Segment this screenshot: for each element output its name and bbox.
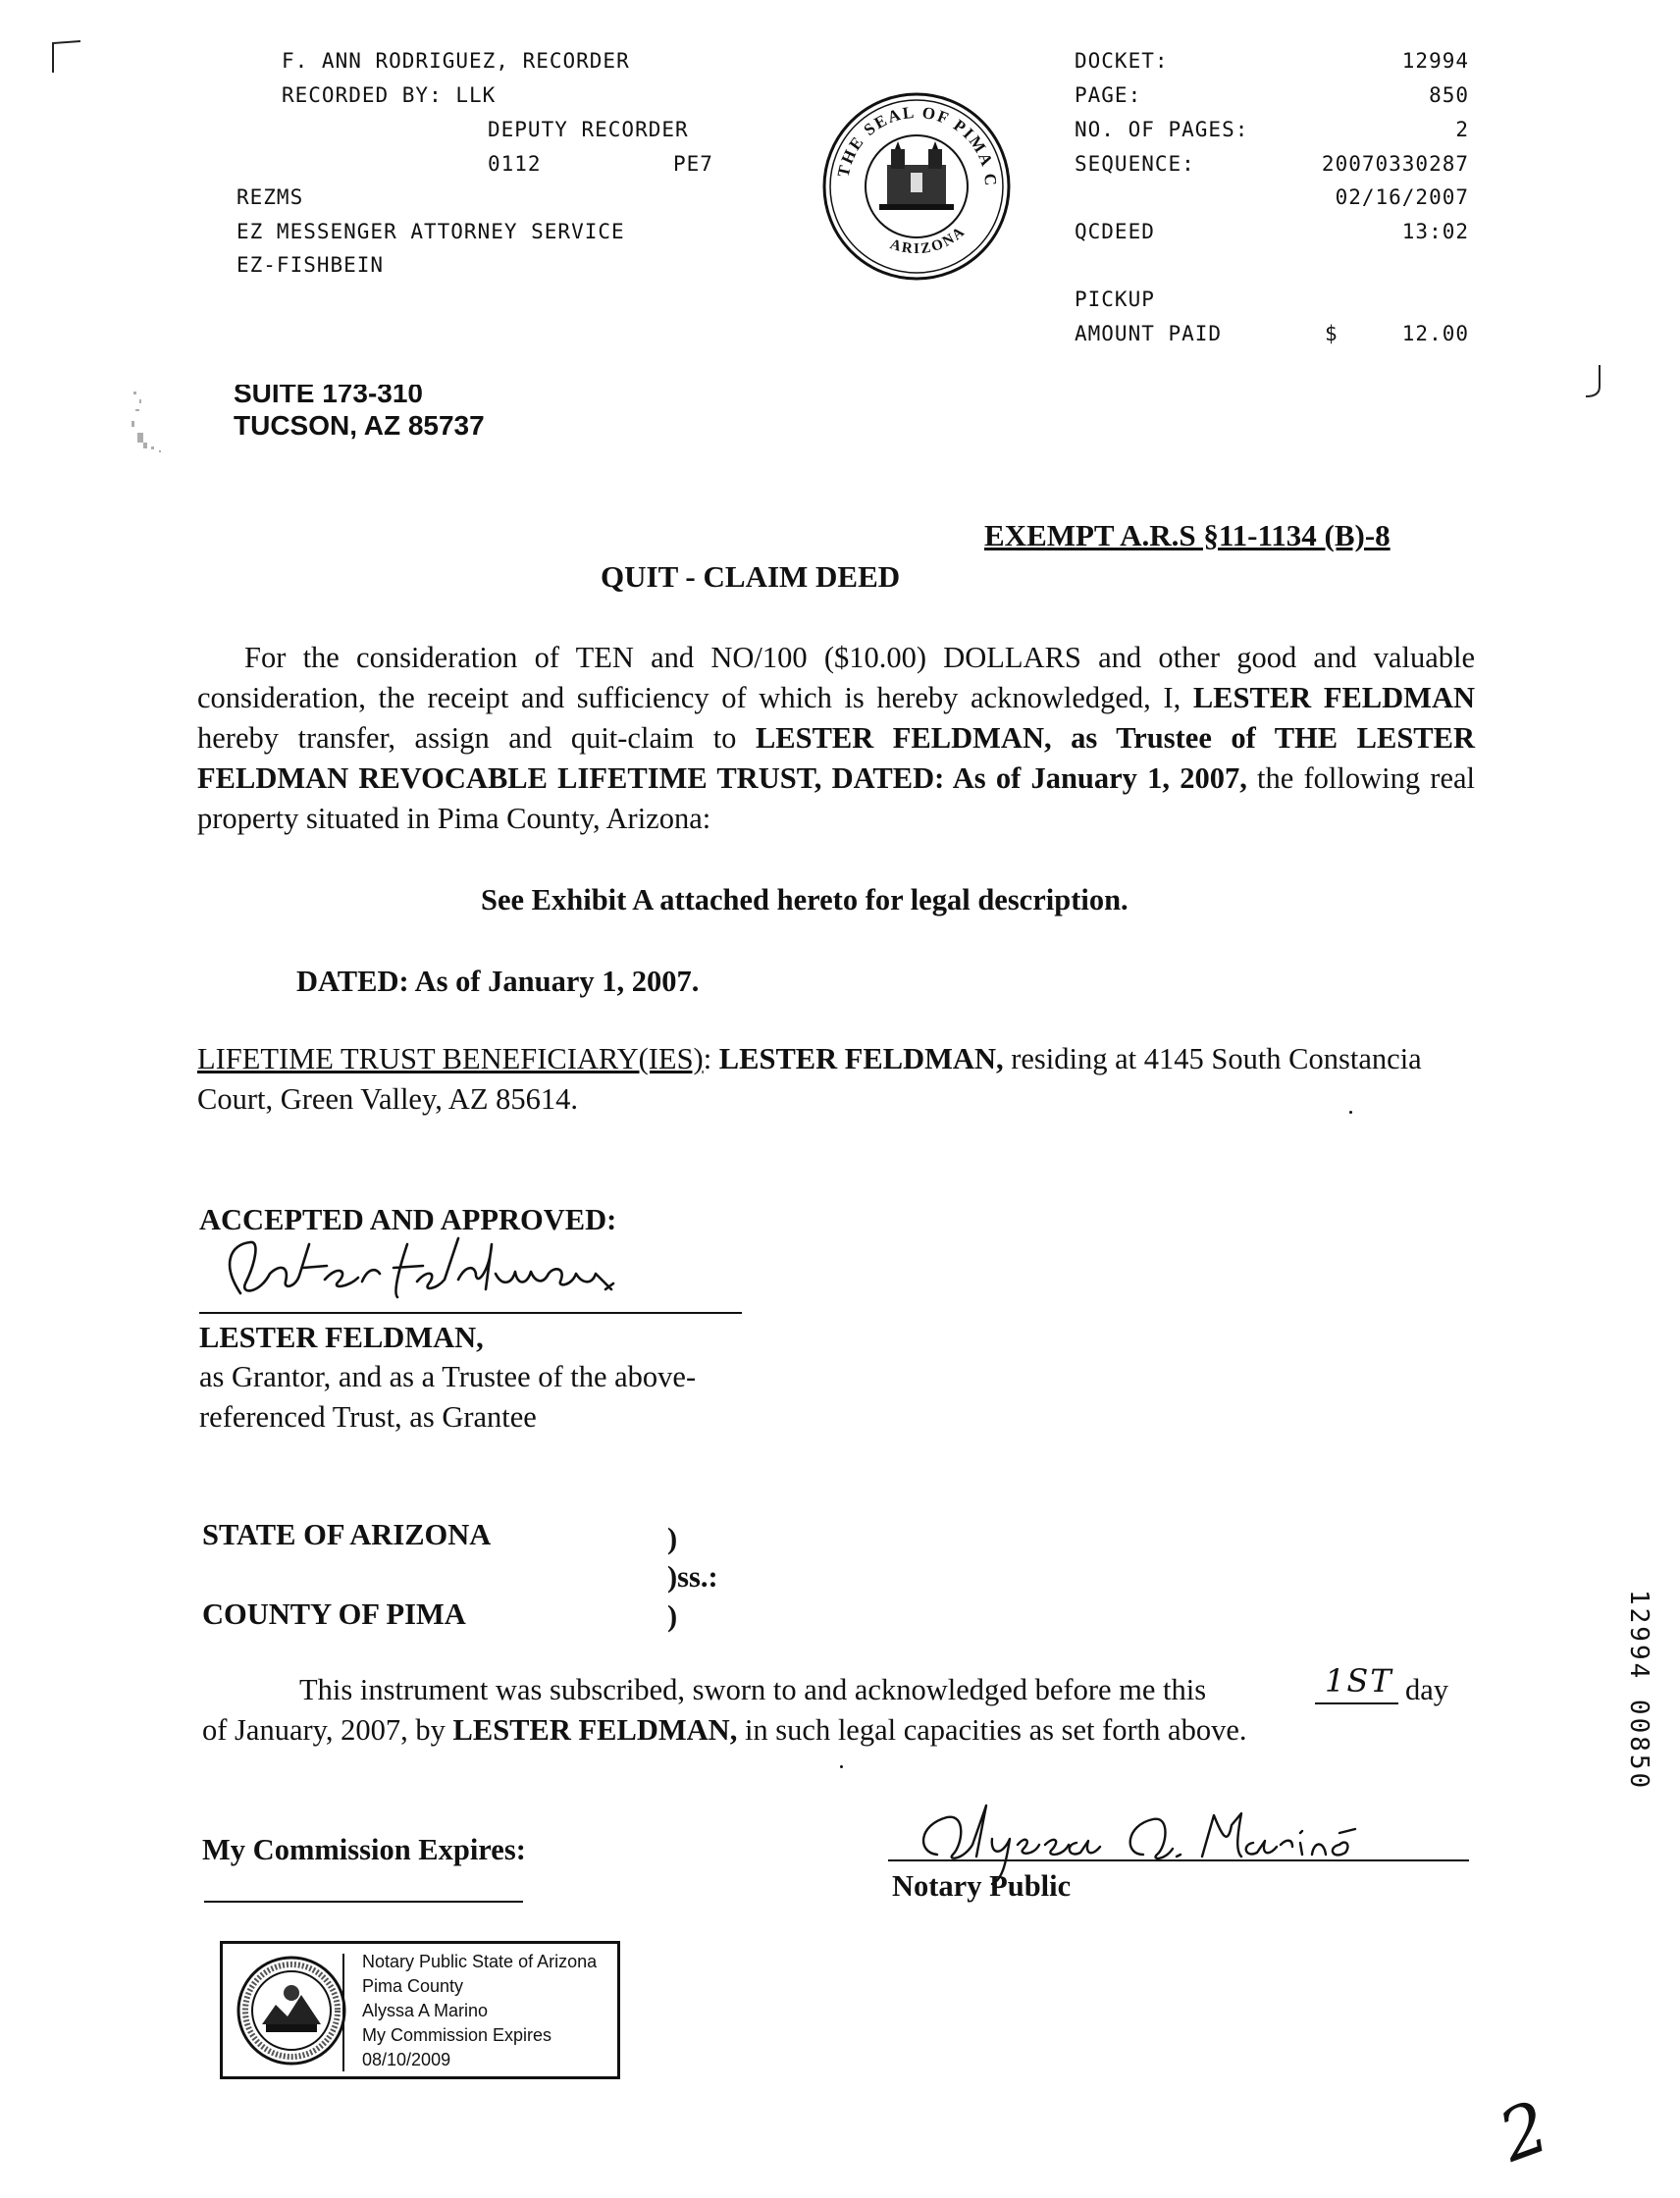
- consideration-text-2: hereby transfer, assign and quit-claim to: [197, 721, 737, 755]
- recorded-by: RECORDED BY: LLK: [282, 83, 497, 107]
- venue-paren-1: ): [667, 1522, 678, 1555]
- address-city: TUCSON, AZ 85737: [234, 410, 485, 441]
- document-title: QUIT - CLAIM DEED: [601, 559, 901, 594]
- beneficiary-colon: :: [703, 1042, 712, 1075]
- recording-date: 02/16/2007: [1335, 185, 1469, 209]
- consideration-text-1: For the consideration of TEN and NO/100 ($10.00) DOLLARS and other good and valuable consideration, the receipt and sufficiency of which is hereby acknowledged, I,: [197, 641, 1475, 714]
- scan-smudge: [130, 388, 198, 466]
- stamp-line-2: Pima County: [362, 1976, 464, 1996]
- page-value: 850: [1429, 83, 1469, 107]
- document-type: QCDEED: [1075, 220, 1155, 243]
- ack-text-3: of January, 2007, by: [202, 1713, 446, 1747]
- consideration-paragraph: [197, 638, 1475, 839]
- notary-signature-line: [888, 1859, 1469, 1861]
- docket-label: DOCKET:: [1075, 49, 1169, 73]
- svg-text:ARIZONA: ARIZONA: [887, 223, 970, 258]
- margin-docket-number: 12994 00850: [1624, 1590, 1654, 1792]
- rezms: REZMS: [236, 185, 304, 209]
- grantee-name: LESTER FELDMAN, as Trustee of THE LESTER FELDMAN REVOCABLE LIFETIME TRUST, DATED: As of January 1, 2007,: [197, 721, 1476, 795]
- stamp-line-1: Notary Public State of Arizona: [362, 1952, 598, 1971]
- ack-text-2: day: [1405, 1673, 1449, 1706]
- stray-dot: [840, 1765, 843, 1768]
- exempt-statute: EXEMPT A.R.S §11-1134 (B)-8: [984, 518, 1391, 552]
- venue-state: STATE OF ARIZONA: [202, 1518, 492, 1551]
- grantor-signature: [201, 1225, 751, 1323]
- sequence-value: 20070330287: [1321, 152, 1469, 176]
- dated-line: DATED: As of January 1, 2007.: [296, 965, 700, 998]
- stray-dot: [1349, 1111, 1352, 1114]
- notary-stamp: [220, 1941, 620, 2079]
- corner-bracket-mark: [49, 37, 88, 77]
- docket-value: 12994: [1401, 49, 1469, 73]
- ack-person: LESTER FELDMAN,: [452, 1713, 738, 1747]
- currency-symbol: $: [1325, 322, 1339, 345]
- page-label: PAGE:: [1075, 83, 1142, 107]
- accepted-role-1: as Grantor, and as a Trustee of the above-: [199, 1360, 697, 1393]
- venue-ss: )ss.:: [667, 1560, 718, 1594]
- commission-line: [204, 1901, 523, 1903]
- pima-county-seal: [814, 74, 1011, 285]
- accepted-role-2: referenced Trust, as Grantee: [199, 1400, 537, 1434]
- grantor-signature-line: [199, 1312, 742, 1314]
- ack-text-4: in such legal capacities as set forth above.: [744, 1713, 1247, 1747]
- amount-label: AMOUNT PAID: [1075, 322, 1223, 345]
- consideration-text-3: the following real property situated in Pima County, Arizona:: [197, 761, 1475, 835]
- accepted-name: LESTER FELDMAN,: [199, 1321, 484, 1354]
- right-bracket-mark: [1570, 361, 1609, 400]
- venue-paren-2: ): [667, 1599, 678, 1633]
- messenger-service: EZ MESSENGER ATTORNEY SERVICE: [236, 220, 625, 243]
- amount-value: 12.00: [1401, 322, 1469, 345]
- ack-day-handwritten: 1ST: [1325, 1662, 1393, 1700]
- exhibit-reference: See Exhibit A attached hereto for legal description.: [481, 883, 1129, 916]
- beneficiary-paragraph: [197, 1039, 1475, 1120]
- ack-day-underline: [1315, 1702, 1398, 1704]
- sequence-label: SEQUENCE:: [1075, 152, 1195, 176]
- ack-line-2: [202, 1710, 1246, 1751]
- pickup-label: PICKUP: [1075, 288, 1155, 311]
- stamp-line-3: Alyssa A Marino: [362, 2001, 489, 2020]
- address-suite: SUITE 173-310: [234, 385, 423, 404]
- commission-label: My Commission Expires:: [202, 1833, 526, 1866]
- recorder-name: F. ANN RODRIGUEZ, RECORDER: [282, 49, 630, 73]
- ack-text-1: This instrument was subscribed, sworn to and acknowledged before me this: [299, 1673, 1207, 1706]
- fishbein: EZ-FISHBEIN: [236, 253, 385, 277]
- recorder-code-1: 0112: [488, 152, 542, 176]
- arizona-seal-icon: [236, 1956, 346, 2066]
- svg-text:THE SEAL OF PIMA COUNTY: THE SEAL OF PIMA COUNTY: [814, 74, 1001, 188]
- beneficiary-residence: residing at 4145 South Constancia Court, Green Valley, AZ 85614.: [197, 1042, 1422, 1116]
- recorder-code-2: PE7: [673, 152, 713, 176]
- notary-label: Notary Public: [892, 1869, 1072, 1903]
- stamp-line-5: 08/10/2009: [362, 2050, 451, 2069]
- handwritten-page-mark: 2: [1489, 2084, 1559, 2178]
- pages-value: 2: [1455, 118, 1469, 141]
- recording-time: 13:02: [1401, 220, 1469, 243]
- stamp-divider: [342, 1954, 344, 2071]
- grantor-name: LESTER FELDMAN: [1192, 681, 1476, 714]
- pages-label: NO. OF PAGES:: [1075, 118, 1249, 141]
- beneficiary-label: LIFETIME TRUST BENEFICIARY(IES): [197, 1042, 704, 1075]
- deputy-recorder: DEPUTY RECORDER: [488, 118, 689, 141]
- venue-county: COUNTY OF PIMA: [202, 1597, 466, 1631]
- beneficiary-name: LESTER FELDMAN,: [718, 1042, 1004, 1075]
- stamp-line-4: My Commission Expires: [362, 2025, 552, 2045]
- accepted-heading: ACCEPTED AND APPROVED:: [199, 1203, 617, 1236]
